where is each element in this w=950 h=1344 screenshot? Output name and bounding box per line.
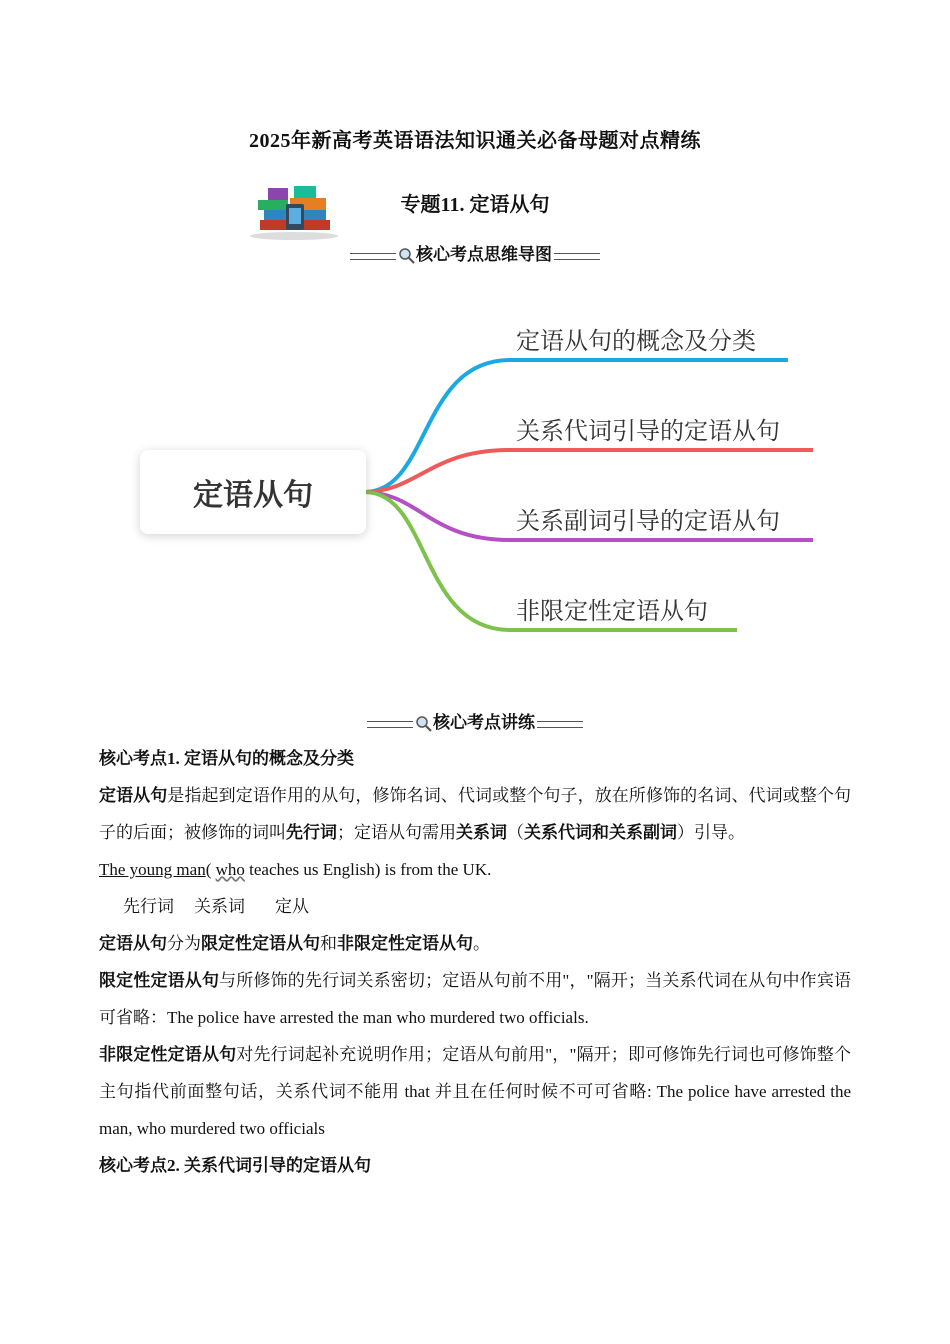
- double-rule-right: [537, 721, 583, 728]
- section-heading-1: 核心考点1. 定语从句的概念及分类: [99, 749, 354, 768]
- mindmap-banner: [0, 240, 950, 265]
- label-clause: 定从: [275, 897, 309, 916]
- mindmap-branch-nonrestrictive: 非限定性定语从句: [516, 597, 708, 625]
- mindmap-branch-relative-adverb: 关系副词引导的定语从句: [516, 507, 780, 535]
- topic-title: 专题11. 定语从句: [400, 194, 550, 216]
- lecture-content: [99, 740, 851, 1184]
- mindmap-branch-relative-pronoun: 关系代词引导的定语从句: [516, 417, 780, 445]
- double-rule-right: [554, 253, 600, 260]
- double-rule-left: [350, 253, 396, 260]
- label-relative-word: 关系词: [194, 897, 245, 916]
- lecture-banner-text: 核心考点讲练: [433, 713, 535, 732]
- paragraph-restrictive: 限定性定语从句与所修饰的先行词关系密切；定语从句前不用"，"隔开；当关系代词在从句中作宾语可省略：The police have arrested the man who murdered two officials.: [99, 971, 851, 1027]
- section-heading-2: 核心考点2. 关系代词引导的定语从句: [99, 1156, 371, 1175]
- mindmap-root: 定语从句: [140, 450, 366, 534]
- mindmap-branch-concept: 定语从句的概念及分类: [516, 327, 756, 355]
- branch-line-2: [366, 450, 813, 492]
- example-labels: [99, 888, 851, 925]
- document-title: 2025年新高考英语语法知识通关必备母题对点精练: [249, 130, 701, 152]
- label-antecedent: 先行词: [123, 897, 174, 916]
- mindmap-banner-text: 核心考点思维导图: [416, 245, 552, 264]
- magnifier-icon: [415, 715, 433, 733]
- double-rule-left: [367, 721, 413, 728]
- magnifier-icon: [398, 247, 416, 265]
- example-relative-word: who: [215, 860, 245, 879]
- paragraph-nonrestrictive: 非限定性定语从句对先行词起补充说明作用；定语从句前用"，"隔开；即可修饰先行词也可修饰整个主句指代前面整句话，关系代词不能用 that 并且在任何时候不可可省略: The police have arrested the man, who murdered two officials: [99, 1045, 851, 1138]
- example-antecedent: The young man: [99, 860, 206, 879]
- example-sentence: The young man( who teaches us English) is from the UK.: [99, 860, 492, 879]
- lecture-banner: [0, 708, 950, 733]
- paragraph-classification: 定语从句分为限定性定语从句和非限定性定语从句。: [99, 934, 490, 953]
- paragraph-definition: 定语从句是指起到定语作用的从句，修饰名词、代词或整个句子，放在所修饰的名词、代词或整个句子的后面；被修饰的词叫先行词；定语从句需用关系词（关系代词和关系副词）引导。: [99, 786, 852, 842]
